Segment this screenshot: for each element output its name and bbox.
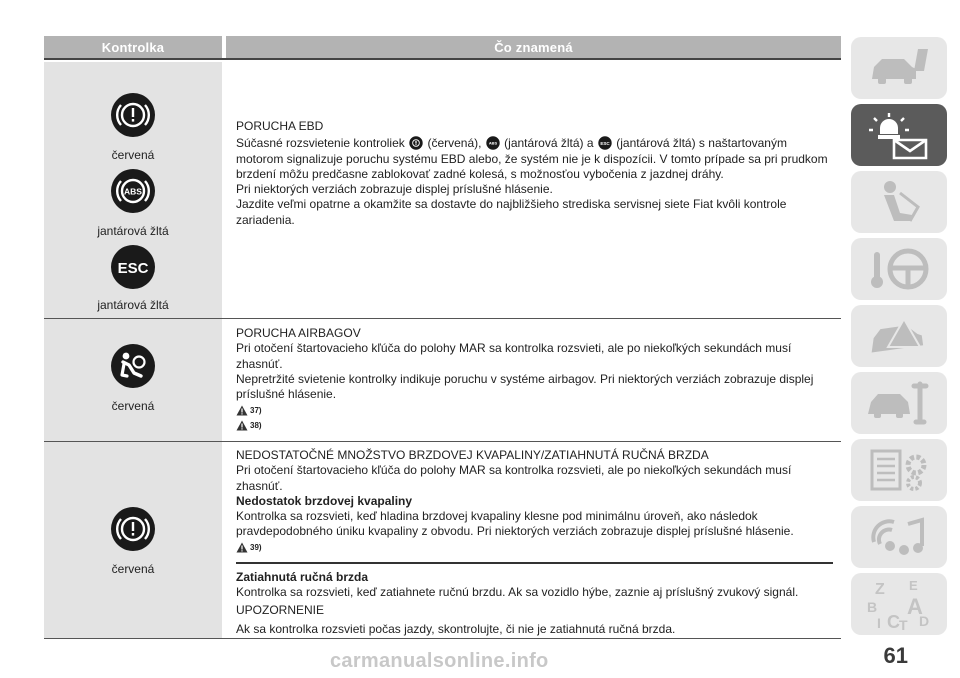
warning-lights-table xyxy=(44,36,841,636)
tab-warning-lights[interactable] xyxy=(851,104,947,166)
technical-data-icon xyxy=(864,445,934,495)
indicator-cell xyxy=(44,319,222,441)
meaning-cell xyxy=(222,442,841,638)
tab-index[interactable] xyxy=(851,573,947,635)
svg-text:C: C xyxy=(887,612,900,632)
abs-icon xyxy=(486,136,500,150)
warning-triangle-icon xyxy=(236,405,248,416)
svg-text:T: T xyxy=(899,617,908,632)
warning-triangle-icon xyxy=(236,542,248,553)
paragraph: Kontrolka sa rozsvieti, keď zatiahnete ručnú brzdu. Ak sa vozidlo hýbe, zaznie aj príslušný zvukový signál. xyxy=(236,585,799,600)
warning-triangle-icon xyxy=(236,420,248,431)
indicator-cell xyxy=(44,62,222,318)
lamp-color-label: jantárová žltá xyxy=(97,298,169,312)
table-row-ebd xyxy=(44,62,841,318)
airbag-icon xyxy=(110,343,156,389)
tab-safety[interactable] xyxy=(851,171,947,233)
section-title: NEDOSTATOČNÉ MNOŽSTVO BRZDOVEJ KVAPALINY/ZATIAHNUTÁ RUČNÁ BRZDA xyxy=(236,448,709,462)
emergency-icon xyxy=(864,311,934,361)
paragraph: Súčasné rozsvietenie kontroliek (červená), ABS (jantárová žltá) a ESC (jantárová žltá) s naštartovaným motorom signalizuje poruchu systému EBD alebo, že systém nie je k dispozícii. V tomto prípade sa pri prudkom brzdení môžu predčasne zablokovať zadné kolesá, s možnosťou vybočenia z jazdnej dráhy. xyxy=(236,136,828,181)
warning-lights-icon xyxy=(864,110,934,160)
car-info-icon xyxy=(864,45,934,91)
subsection-title: Zatiahnutá ručná brzda xyxy=(236,569,369,584)
steering-key-icon xyxy=(864,244,934,294)
svg-text:I: I xyxy=(877,615,881,631)
section-title: PORUCHA EBD xyxy=(236,119,324,133)
indicator-cell xyxy=(44,442,222,638)
page-number: 61 xyxy=(883,643,908,668)
header-meaning: Čo znamená xyxy=(222,36,841,58)
maintenance-icon xyxy=(864,378,934,428)
table-header xyxy=(44,36,841,60)
esc-icon xyxy=(110,244,156,290)
meaning-cell xyxy=(222,319,841,441)
warning-reference: 39) xyxy=(236,541,837,555)
lamp-color-label: jantárová žltá xyxy=(97,224,169,238)
multimedia-icon xyxy=(864,512,934,562)
brake-warning-icon xyxy=(110,506,156,552)
paragraph: Nepretržité svietenie kontrolky indikuje poruchu v systéme airbagov. Pri niektorých verziách zobrazuje displej príslušné hlásenie. xyxy=(236,371,814,402)
svg-text:ESC: ESC xyxy=(600,141,610,147)
svg-text:D: D xyxy=(919,613,930,629)
svg-text:ESC: ESC xyxy=(117,260,149,277)
meaning-cell xyxy=(222,62,841,318)
header-indicator: Kontrolka xyxy=(101,39,165,55)
svg-text:B: B xyxy=(867,599,878,615)
svg-text:E: E xyxy=(909,578,918,593)
svg-text:ABS: ABS xyxy=(124,186,142,197)
lamp-color-label: červená xyxy=(111,562,155,576)
paragraph: Kontrolka sa rozsvieti, keď hladina brzdovej kvapaliny klesne pod minimálnu úroveň, ako následok pravdepodobného úniku kvapaliny z obvodu. Pri niektorých verziách zobrazuje displej príslušné hlásenie. xyxy=(236,509,794,539)
subsection-title: Nedostatok brzdovej kvapaliny xyxy=(236,493,413,508)
paragraph: Jazdite veľmi opatrne a okamžite sa dostavte do najbližšieho strediska servisnej siete Fiat kvôli kontrole zariadenia. xyxy=(236,197,787,227)
subsection-divider xyxy=(236,562,833,564)
tab-car-info[interactable] xyxy=(851,37,947,99)
lamp-color-label: červená xyxy=(111,399,155,413)
warning-reference: 38) xyxy=(236,418,837,432)
paragraph: Pri niektorých verziách zobrazuje displej príslušné hlásenie. xyxy=(236,182,553,197)
tab-multimedia[interactable] xyxy=(851,506,947,568)
row-divider xyxy=(44,638,841,639)
warning-reference: 37) xyxy=(236,403,837,417)
table-row-airbag xyxy=(44,319,841,441)
table-row-brake-fluid xyxy=(44,442,841,638)
safety-seat-icon xyxy=(864,177,934,227)
note-title: UPOZORNENIE xyxy=(236,603,325,618)
svg-text:ABS: ABS xyxy=(488,140,497,146)
tab-emergency[interactable] xyxy=(851,305,947,367)
paragraph: Ak sa kontrolka rozsvieti počas jazdy, skontrolujte, či nie je zatiahnutá ručná brzda. xyxy=(236,621,676,636)
section-title: PORUCHA AIRBAGOV xyxy=(236,326,361,340)
watermark: carmanualsonline.info xyxy=(330,650,549,672)
svg-text:Z: Z xyxy=(875,581,885,598)
esc-icon xyxy=(598,136,612,150)
paragraph: Pri otočení štartovacieho kľúča do polohy MAR sa kontrolka rozsvieti, ale po niekoľkých sekundách musí zhasnúť. xyxy=(236,341,792,371)
paragraph: Pri otočení štartovacieho kľúča do polohy MAR sa kontrolka rozsvieti, ale po niekoľkých sekundách musí zhasnúť. xyxy=(236,463,792,493)
abs-icon xyxy=(110,168,156,214)
tab-maintenance[interactable] xyxy=(851,372,947,434)
brake-warning-icon xyxy=(409,136,423,150)
svg-text:A: A xyxy=(907,594,923,619)
tab-starting-driving[interactable] xyxy=(851,238,947,300)
lamp-color-label: červená xyxy=(111,148,155,162)
brake-warning-icon xyxy=(110,92,156,138)
index-icon xyxy=(859,576,939,632)
tab-technical-data[interactable] xyxy=(851,439,947,501)
